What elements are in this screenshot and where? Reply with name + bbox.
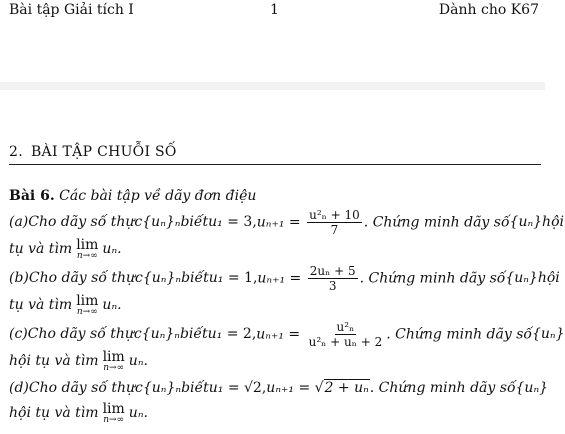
- problem-a-u1-lhs: u₁ =: [208, 214, 239, 230]
- problem-d-lim-sub: n→∞: [103, 414, 125, 425]
- problem-a-task: . Chứng minh dãy số: [363, 214, 510, 230]
- problem-d-lim-word: lim: [102, 400, 125, 417]
- problem-b-fraction: [308, 264, 358, 293]
- problem-c-line-1: (c) Cho dãy số thực {uₙ}ₙ biết u₁ = 2, uₙ₊₁ = $\frac{\text{u²ₙ}}{\text{u²ₙ + uₙ + 2}}$ . Chứng minh dãy số {uₙ}: [9, 319, 565, 349]
- problem-d-intro: Cho dãy số thực: [28, 380, 143, 396]
- problem-d-label: (d): [9, 380, 29, 396]
- problem-c-lim-var: uₙ.: [128, 353, 148, 369]
- problem-d-u1: √2: [244, 380, 262, 396]
- problem-a-u1: 3: [243, 214, 253, 230]
- section-number: 2.: [9, 144, 23, 160]
- problem-b-lim-word: lim: [76, 292, 99, 309]
- problem-a-known: biết: [180, 214, 209, 230]
- problem-b-seq: {uₙ}ₙ: [142, 270, 182, 286]
- problem-d-lim-var: uₙ.: [128, 405, 148, 421]
- problem-d-un1-lhs: uₙ₊₁ =: [266, 380, 311, 396]
- exercise-subtitle: Các bài tập về dãy đơn điệu: [59, 188, 257, 204]
- exercise-label: Bài 6.: [9, 188, 55, 204]
- problem-a-seq-plain: {uₙ}: [509, 214, 543, 230]
- problem-d-task: . Chứng minh dãy số: [369, 380, 516, 396]
- problem-a-label: (a): [9, 214, 29, 230]
- problem-a-tail: hội: [542, 214, 564, 230]
- header-audience: Dành cho K67: [438, 2, 539, 18]
- problem-d-line2-prefix: hội tụ và tìm: [9, 405, 99, 421]
- problem-b-numerator: 2uₙ + 5: [309, 263, 356, 278]
- problem-b-intro: Cho dãy số thực: [28, 270, 143, 286]
- problem-d-line-1: (d) Cho dãy số thực {uₙ}ₙ biết u₁ = √2, uₙ₊₁ = √2 + uₙ. Chứng minh dãy số {uₙ}: [9, 380, 549, 396]
- problem-a-lim-var: uₙ.: [102, 241, 122, 257]
- header-page-number: 1: [270, 2, 279, 18]
- problem-c-u1-lhs: u₁ =: [207, 326, 239, 342]
- problem-c-intro: Cho dãy số thực: [27, 326, 142, 342]
- problem-d-radicand: 2 + uₙ: [324, 380, 369, 396]
- problem-c-seq-plain: {uₙ}: [531, 326, 565, 342]
- problem-c-limit: [103, 350, 125, 373]
- problem-c-lim-sub: n→∞: [103, 362, 125, 373]
- problem-b-u1: 1: [244, 270, 253, 286]
- problem-d: [9, 376, 549, 426]
- problem-a-intro: Cho dãy số thực: [28, 214, 143, 230]
- problem-b-task: . Chứng minh dãy số: [359, 270, 506, 286]
- problem-a-lim-sub: n→∞: [76, 250, 98, 261]
- problem-b-line-2: [9, 292, 541, 318]
- problem-b-lim-var: uₙ.: [102, 297, 122, 313]
- problem-c-line2-prefix: hội tụ và tìm: [9, 353, 99, 369]
- problem-a-line2-prefix: tụ và tìm: [9, 241, 73, 257]
- problem-b-line2-prefix: tụ và tìm: [9, 297, 73, 313]
- problem-a-numerator: u²ₙ + 10: [309, 207, 360, 222]
- exercise-title: [9, 186, 541, 206]
- problem-c-numerator: u²ₙ: [336, 319, 355, 334]
- problem-c: [9, 319, 565, 374]
- problem-b-known: biết: [181, 270, 209, 286]
- problem-c-known: biết: [179, 326, 208, 342]
- problem-c-task: . Chứng minh dãy số: [386, 326, 532, 342]
- problem-c-denominator: u²ₙ + uₙ + 2: [308, 334, 383, 349]
- problem-c-fraction: [307, 320, 385, 349]
- problem-b-denominator: 3: [328, 278, 337, 293]
- problem-d-known: biết: [181, 380, 209, 396]
- exercise-body: [9, 186, 565, 426]
- problem-b-limit: [76, 294, 98, 317]
- problem-d-seq: {uₙ}ₙ: [142, 380, 182, 396]
- problem-a-un1-lhs: uₙ₊₁ =: [256, 214, 301, 230]
- problem-c-lim-word: lim: [102, 348, 125, 365]
- problem-b-tail: hội: [537, 270, 560, 286]
- problem-c-label: (c): [9, 326, 28, 342]
- problem-a-line-1: (a) Cho dãy số thực {uₙ}ₙ biết u₁ = 3, uₙ₊₁ = $\frac{\text{u²ₙ + 10}}{7}$ . Chứng minh dãy số {uₙ} hội: [9, 207, 564, 237]
- problem-a-fraction: [307, 208, 362, 237]
- problem-c-seq: {uₙ}ₙ: [141, 326, 180, 342]
- problem-a-line-2: [9, 236, 541, 262]
- problem-a: [9, 207, 564, 262]
- problem-b-u1-lhs: u₁ =: [208, 270, 240, 286]
- problem-d-seq-plain: {uₙ}: [515, 380, 549, 396]
- problem-d-line-2: [9, 400, 541, 426]
- problem-d-limit: [103, 402, 125, 425]
- problem-b-label: (b): [9, 270, 29, 286]
- section-title: BÀI TẬP CHUỖI SỐ: [30, 144, 177, 160]
- problem-a-denominator: 7: [330, 222, 339, 237]
- problem-b-lim-sub: n→∞: [76, 306, 98, 317]
- problem-b-seq-plain: {uₙ}: [505, 270, 538, 286]
- section-heading: [9, 144, 541, 165]
- problem-a-limit: [76, 238, 98, 261]
- problem-c-un1-lhs: uₙ₊₁ =: [256, 326, 301, 342]
- problem-d-u1-lhs: u₁ =: [208, 380, 240, 396]
- page-header: [0, 0, 545, 82]
- problem-b-un1-lhs: uₙ₊₁ =: [257, 270, 302, 286]
- header-course-title: Bài tập Giải tích I: [9, 2, 134, 18]
- sqrt-symbol: √: [314, 380, 324, 396]
- page-break: [0, 82, 545, 90]
- problem-c-u1: 2: [242, 326, 252, 342]
- problem-a-seq: {uₙ}ₙ: [142, 214, 181, 230]
- problem-c-line-2: [9, 348, 541, 374]
- problem-b: [9, 263, 560, 318]
- problem-a-lim-word: lim: [76, 236, 99, 253]
- problem-b-line-1: (b) Cho dãy số thực {uₙ}ₙ biết u₁ = 1, uₙ₊₁ = $\frac{\text{2uₙ + 5}}{3}$ . Chứng minh dãy số {uₙ} hội: [9, 263, 560, 293]
